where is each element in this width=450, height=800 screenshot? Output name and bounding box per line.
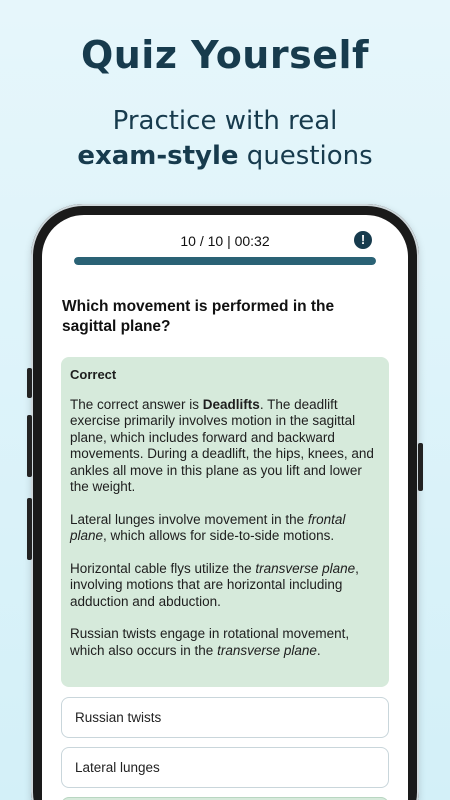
question-text: Which movement is performed in the sagittal plane? xyxy=(62,298,335,335)
phone-side-button xyxy=(27,498,32,560)
phone-screen xyxy=(42,215,408,800)
quiz-progress-bar xyxy=(74,257,376,265)
phone-power-button xyxy=(418,443,423,491)
quiz-progress-fill xyxy=(74,257,376,265)
hero-subtitle-bold: exam-style xyxy=(77,141,239,171)
phone-side-button xyxy=(27,415,32,477)
answer-option-lateral-lunges[interactable]: Lateral lunges xyxy=(61,747,389,788)
feedback-paragraph: Lateral lunges involve movement in the frontal plane, which allows for side-to-side motions. xyxy=(70,511,346,543)
hero-title: Quiz Yourself xyxy=(80,33,370,77)
alert-icon[interactable]: ! xyxy=(354,231,372,249)
answer-option-russian-twists[interactable]: Russian twists xyxy=(61,697,389,738)
feedback-paragraph: Horizontal cable flys utilize the transverse plane, involving motions that are horizontal including adduction and abduction. xyxy=(70,560,359,609)
hero-subtitle-tail: questions xyxy=(238,141,373,171)
hero-subtitle xyxy=(0,104,450,174)
phone-side-button xyxy=(27,368,32,398)
answer-feedback-panel xyxy=(61,357,389,687)
feedback-title: Correct xyxy=(70,367,117,382)
hero-subtitle-line1: Practice with real xyxy=(112,106,338,136)
quiz-progress-text: 10 / 10 | 00:32 xyxy=(180,233,270,249)
feedback-paragraph: Russian twists engage in rotational movement, which also occurs in the transverse plane. xyxy=(70,626,350,658)
feedback-paragraph: The correct answer is Deadlifts. The deadlift exercise primarily involves motion in the sagittal plane, which includes forward and backward movements. During a deadlift, the hips, knees, and ankles all move in this plane as you lift and lower the weight. xyxy=(70,396,374,494)
